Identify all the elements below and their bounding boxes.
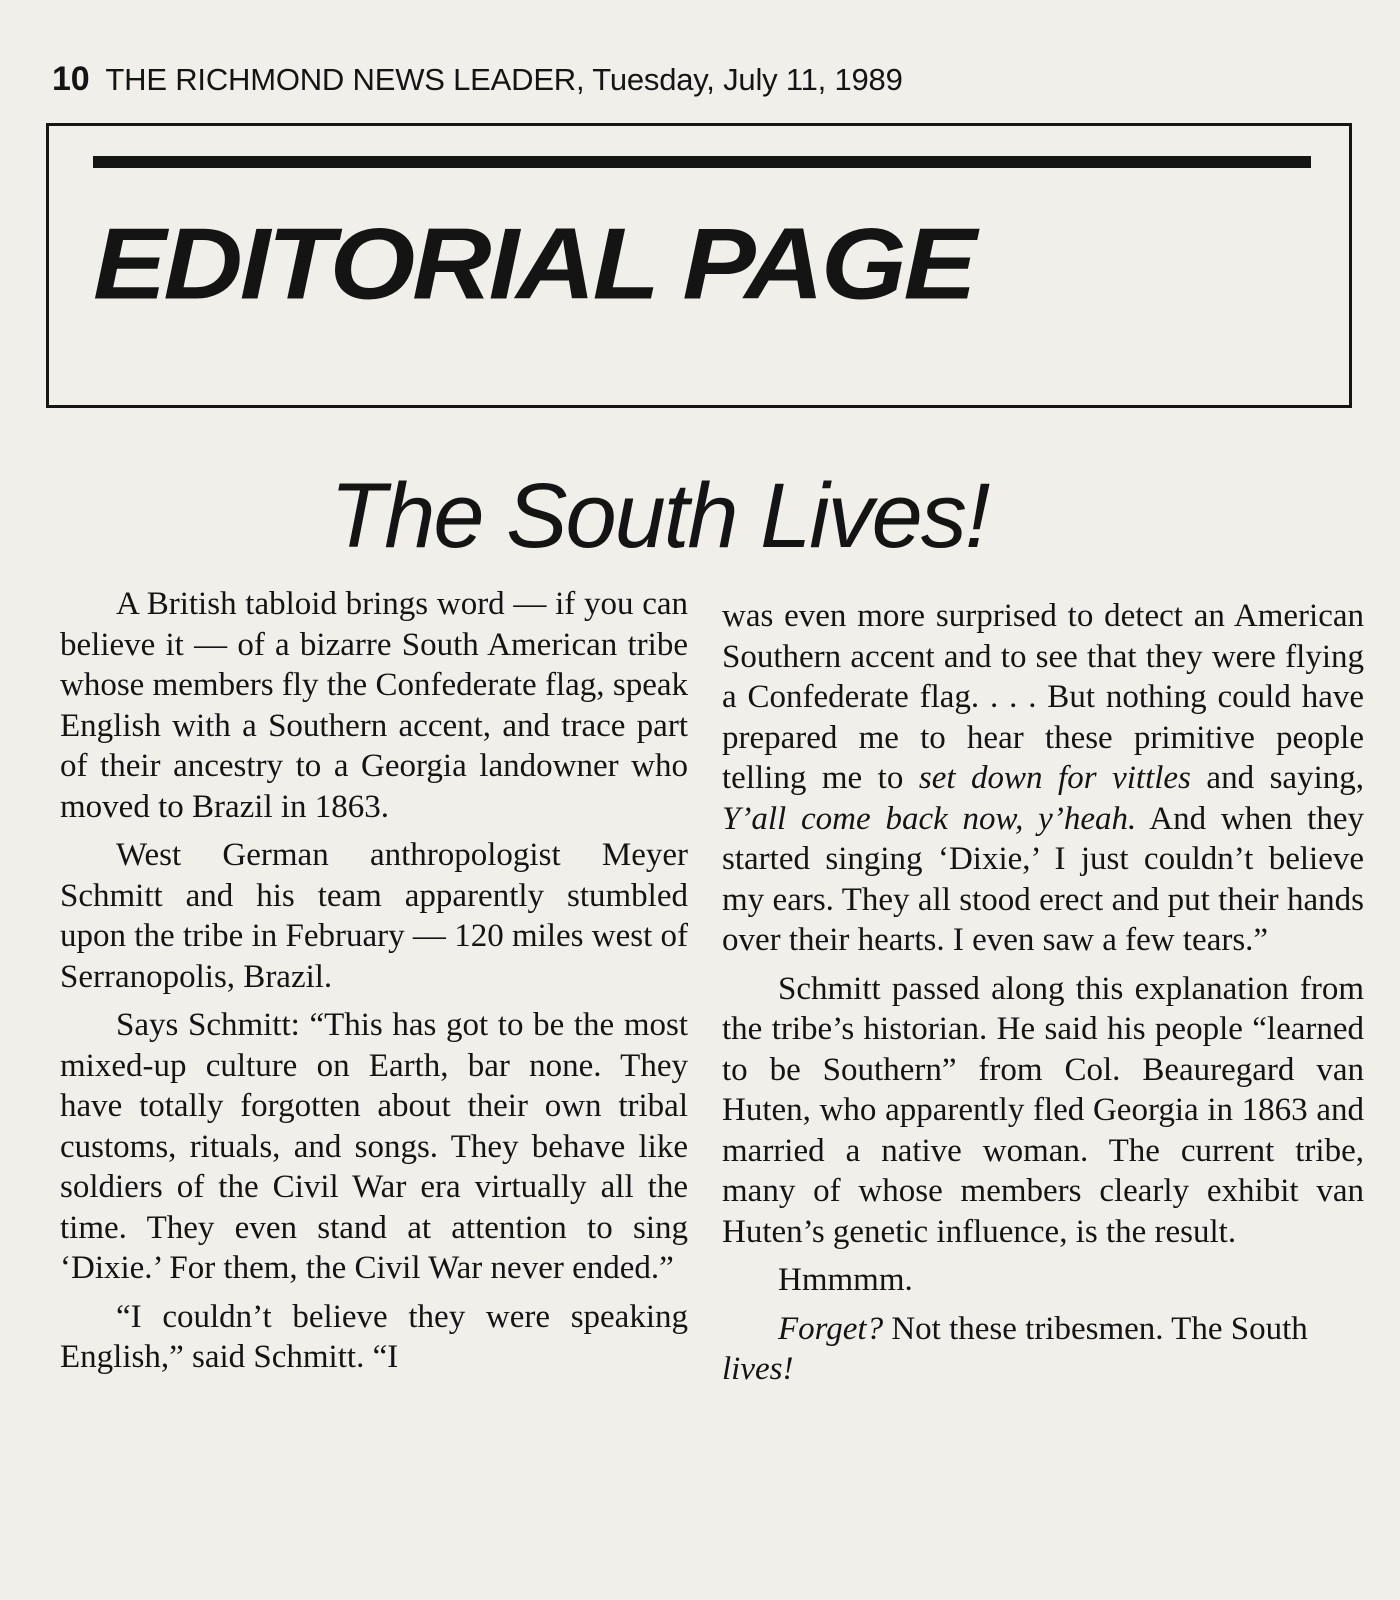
paragraph: Says Schmitt: “This has got to be the most mixed-up culture on Earth, bar none. They have totally forgotten about their own tribal customs, rituals, and songs. They behave like soldiers of the Civil War era virtually all the time. They even stand at attention to sing ‘Dixie.’ For them, the Civil War never ended.” [60, 1007, 688, 1286]
text-run: And when they started singing ‘Dixie,’ I just couldn’t believe my ears. They all stood erect and put their hands over their hearts. I even saw a few tears.” [722, 800, 1364, 958]
paragraph: Hmmmm. [778, 1262, 913, 1298]
article-column-right [722, 596, 1364, 1398]
text-run: Not these tribesmen. The South [883, 1310, 1308, 1347]
article-column-left [60, 584, 688, 1386]
folio-line [52, 60, 1052, 99]
paragraph: A British tabloid brings word — if you can believe it — of a bizarre South American tribe whose members fly the Confederate flag, speak English with a Southern accent, and trace part of their ancestry to a Georgia landowner who moved to Brazil in 1863. [60, 586, 688, 825]
paragraph: West German anthropologist Meyer Schmitt and his team apparently stumbled upon the tribe in February — 120 miles west of Serranopolis, Brazil. [60, 837, 688, 995]
article-headline: The South Lives! [330, 465, 989, 567]
text-run: was even more surprised to detect an American Southern accent and to see that they were flying a Confederate flag. . . . But nothing could have prepared me to hear these primitive people telling me to [722, 598, 1364, 796]
newspaper-dateline: THE RICHMOND NEWS LEADER, Tuesday, July 11, 1989 [105, 62, 903, 97]
section-title: EDITORIAL PAGE [93, 207, 974, 321]
paragraph [722, 1309, 1364, 1390]
paragraph: “I couldn’t believe they were speaking English,” said Schmitt. “I [60, 1298, 688, 1375]
paragraph [722, 596, 1364, 961]
italic-phrase: lives! [722, 1351, 794, 1387]
paragraph: Schmitt passed along this explanation from the tribe’s historian. He said his people “learned to be Southern” from Col. Beauregard van Huten, who apparently fled Georgia in 1863 and married a native woman. The current tribe, many of whose members clearly exhibit van Huten’s genetic influence, is the result. [722, 970, 1364, 1250]
italic-phrase: set down for vittles [918, 760, 1191, 796]
italic-phrase: Y’all come back now, y’heah. [722, 800, 1137, 837]
masthead-rule [93, 156, 1311, 168]
text-run: and saying, [1190, 760, 1364, 796]
page-number: 10 [52, 60, 90, 98]
section-masthead [46, 123, 1352, 408]
italic-phrase: Forget? [778, 1310, 884, 1347]
